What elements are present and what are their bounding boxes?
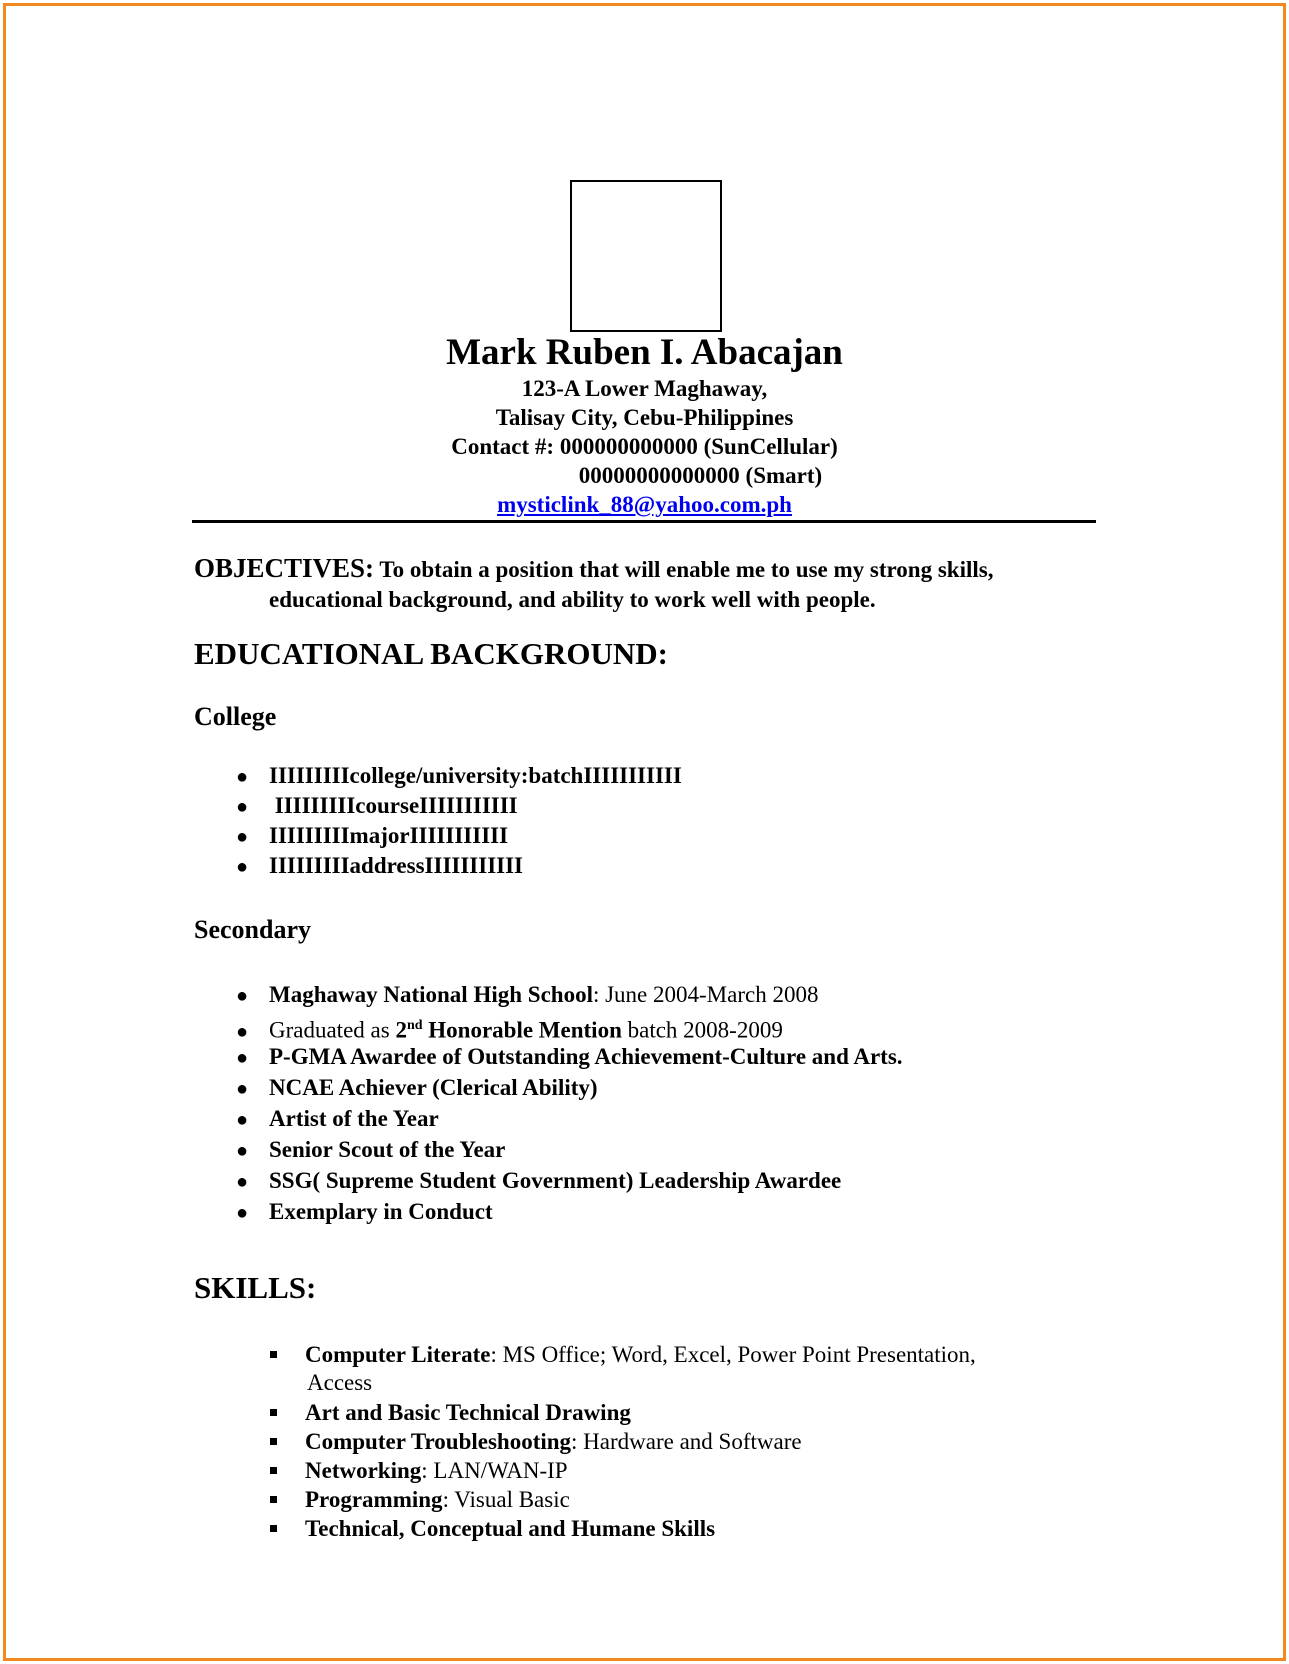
- list-item: Programming: Visual Basic: [270, 1486, 570, 1514]
- list-item: ● Maghaway National High School: June 2004-March 2008: [236, 982, 819, 1007]
- list-item: ● Senior Scout of the Year: [236, 1137, 506, 1162]
- list-item: Art and Basic Technical Drawing: [270, 1399, 631, 1427]
- list-item: Technical, Conceptual and Humane Skills: [270, 1515, 715, 1543]
- list-item: ● IIIIIIIIImajorIIIIIIIIIII: [236, 823, 509, 848]
- photo-placeholder: [570, 180, 722, 332]
- resume-name: Mark Ruben I. Abacajan: [446, 332, 843, 373]
- list-item: ● IIIIIIIIIcollege/university:batchIIIIIIIIIII: [236, 763, 682, 788]
- objectives-text-1: To obtain a position that will enable me to use my strong skills,: [379, 557, 994, 582]
- list-item: ● Graduated as 2nd Honorable Mention batch 2008-2009: [236, 1017, 783, 1043]
- list-item: Networking: LAN/WAN-IP: [270, 1457, 568, 1485]
- header-divider: [192, 520, 1096, 523]
- list-item: ● P-GMA Awardee of Outstanding Achievement-Culture and Arts.: [236, 1044, 903, 1069]
- list-item: ● IIIIIIIIIaddressIIIIIIIIIII: [236, 853, 523, 878]
- email-link[interactable]: mysticlink_88@yahoo.com.ph: [497, 492, 792, 517]
- objectives-text-2: educational background, and ability to work well with people.: [269, 587, 876, 612]
- objectives-line-1: [194, 553, 1096, 584]
- list-item: ● Exemplary in Conduct: [236, 1199, 493, 1224]
- skills-heading: SKILLS:: [194, 1270, 317, 1305]
- college-heading: College: [194, 702, 277, 731]
- list-item: Computer Troubleshooting: Hardware and Software: [270, 1428, 802, 1456]
- secondary-heading: Secondary: [194, 915, 311, 944]
- list-item-continuation: Access: [307, 1370, 373, 1395]
- email-row: [0, 492, 1289, 518]
- address-line-1: 123-A Lower Maghaway,: [521, 376, 768, 401]
- contact-line-2: 00000000000000 (Smart): [578, 463, 823, 488]
- address-line-2: Talisay City, Cebu-Philippines: [495, 405, 794, 430]
- objectives-label: OBJECTIVES:: [194, 553, 375, 583]
- list-item: ● IIIIIIIIIcourseIIIIIIIIIII: [236, 793, 518, 818]
- list-item: Computer Literate: MS Office; Word, Excel, Power Point Presentation,: [270, 1341, 976, 1369]
- list-item: ● Artist of the Year: [236, 1106, 439, 1131]
- list-item: ● NCAE Achiever (Clerical Ability): [236, 1075, 598, 1100]
- education-heading: EDUCATIONAL BACKGROUND:: [194, 636, 668, 671]
- list-item: ● SSG( Supreme Student Government) Leadership Awardee: [236, 1168, 842, 1193]
- contact-line-1: Contact #: 000000000000 (SunCellular): [451, 434, 838, 459]
